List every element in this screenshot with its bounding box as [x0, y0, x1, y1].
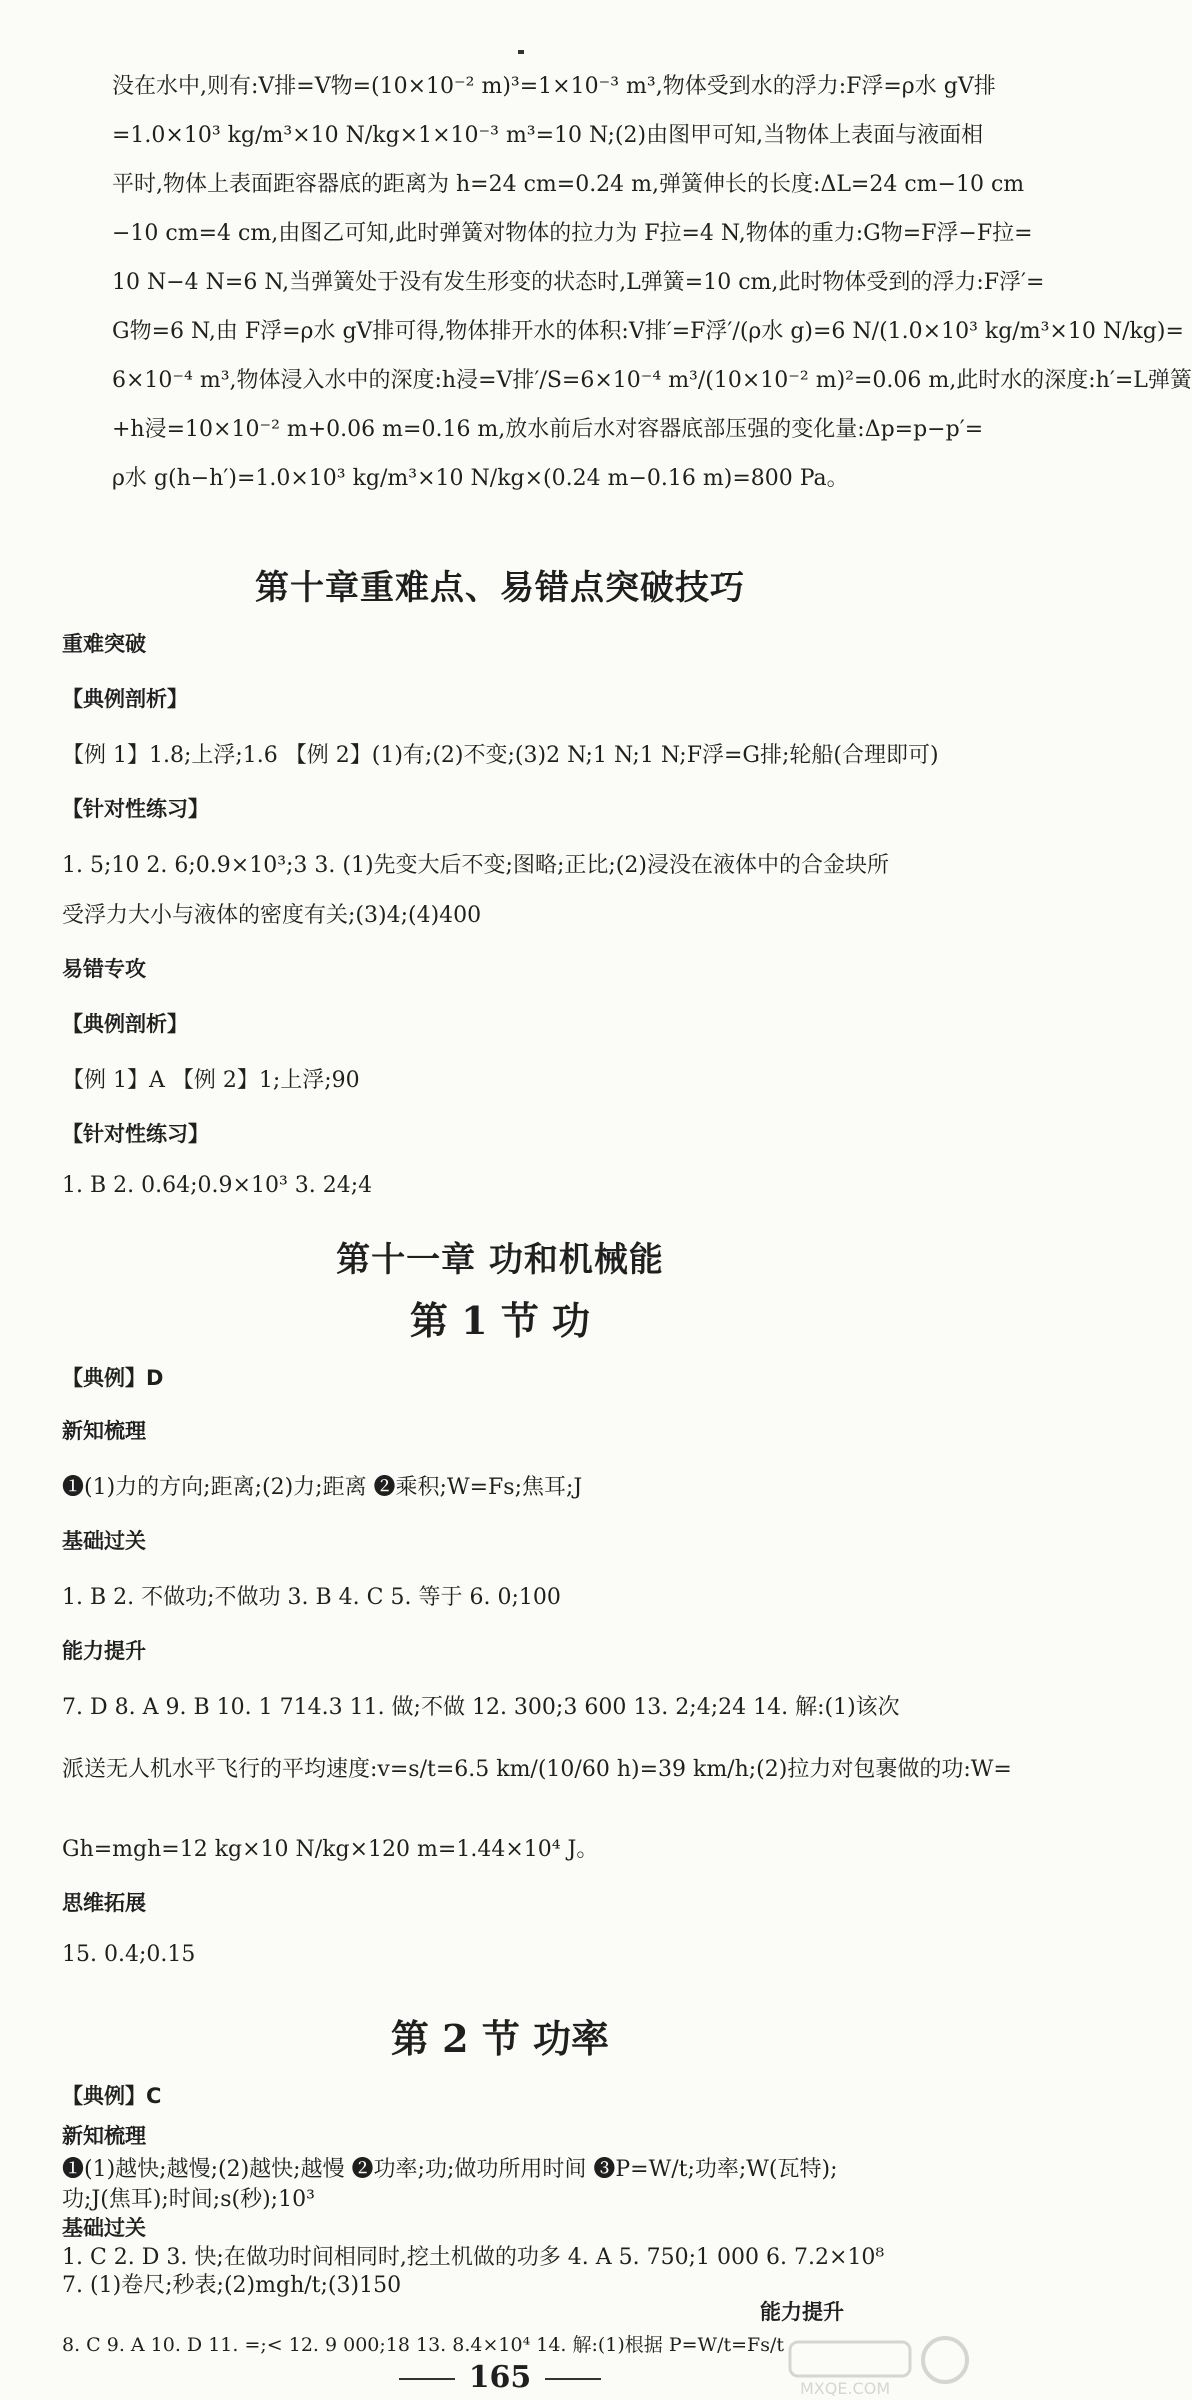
- example-answer: 【典例】D: [62, 1366, 164, 1390]
- text-line: 平时,物体上表面距容器底的距离为 h=24 cm=0.24 m,弹簧伸长的长度:ΔL=24 cm−10 cm: [112, 172, 1025, 197]
- example-answer: 【典例】C: [62, 2084, 162, 2108]
- answer-line: 功;J(焦耳);时间;s(秒);10³: [62, 2187, 315, 2212]
- answer-line: 1. B 2. 0.64;0.9×10³ 3. 24;4: [62, 1173, 373, 1198]
- text-line: 6×10⁻⁴ m³,物体浸入水中的深度:h浸=V排′/S=6×10⁻⁴ m³/(10×10⁻² m)²=0.06 m,此时水的深度:h′=L弹簧: [112, 368, 1192, 393]
- subsection-heading: 【针对性练习】: [62, 797, 209, 821]
- answer-line: 1. B 2. 不做功;不做功 3. B 4. C 5. 等于 6. 0;100: [62, 1585, 561, 1610]
- subsection-heading: 重难突破: [62, 632, 146, 656]
- answer-line: 7. (1)卷尺;秒表;(2)mgh/t;(3)150: [62, 2273, 402, 2298]
- watermark-logo: [780, 2330, 970, 2400]
- page-number-text: 165: [468, 2360, 532, 2395]
- answer-line: 8. C 9. A 10. D 11. =;< 12. 9 000;18 13. 8.4×10⁴ 14. 解:(1)根据 P=W/t=Fs/t: [62, 2334, 785, 2356]
- answer-line: 【例 1】A 【例 2】1;上浮;90: [62, 1068, 360, 1093]
- answer-line: 【例 1】1.8;上浮;1.6 【例 2】(1)有;(2)不变;(3)2 N;1 N;1 N;F浮=G排;轮船(合理即可): [62, 743, 939, 768]
- section1-title: 第 1 节 功: [409, 1298, 591, 1343]
- subsection-heading: 思维拓展: [62, 1891, 146, 1915]
- subsection-heading: 能力提升: [760, 2300, 844, 2324]
- answer-line: 15. 0.4;0.15: [62, 1942, 196, 1967]
- answer-line: ❶(1)越快;越慢;(2)越快;越慢 ❷功率;功;做功所用时间 ❸P=W/t;功率;W(瓦特);: [62, 2157, 838, 2182]
- subsection-heading: 新知梳理: [62, 2124, 146, 2148]
- subsection-heading: 易错专攻: [62, 957, 146, 981]
- chapter11-title: 第十一章 功和机械能: [336, 1240, 664, 1280]
- page-number-dash-right: [545, 2378, 601, 2380]
- top-mark: [518, 50, 524, 54]
- text-line: ρ水 g(h−h′)=1.0×10³ kg/m³×10 N/kg×(0.24 m−0.16 m)=800 Pa。: [112, 466, 849, 491]
- text-line: 10 N−4 N=6 N,当弹簧处于没有发生形变的状态时,L弹簧=10 cm,此时物体受到的浮力:F浮′=: [112, 270, 1045, 295]
- text-line: G物=6 N,由 F浮=ρ水 gV排可得,物体排开水的体积:V排′=F浮′/(ρ水 g)=6 N/(1.0×10³ kg/m³×10 N/kg)=: [112, 319, 1184, 344]
- text-line: 没在水中,则有:V排=V物=(10×10⁻² m)³=1×10⁻³ m³,物体受到水的浮力:F浮=ρ水 gV排: [112, 74, 996, 99]
- answer-line: 1. 5;10 2. 6;0.9×10³;3 3. (1)先变大后不变;图略;正比;(2)浸没在液体中的合金块所: [62, 853, 889, 878]
- answer-line: 受浮力大小与液体的密度有关;(3)4;(4)400: [62, 903, 482, 928]
- chapter10-title: 第十章重难点、易错点突破技巧: [255, 568, 745, 608]
- answer-line: ❶(1)力的方向;距离;(2)力;距离 ❷乘积;W=Fs;焦耳;J: [62, 1475, 583, 1500]
- answer-line: 7. D 8. A 9. B 10. 1 714.3 11. 做;不做 12. 300;3 600 13. 2;4;24 14. 解:(1)该次: [62, 1695, 900, 1720]
- subsection-heading: 【针对性练习】: [62, 1122, 209, 1146]
- subsection-heading: 【典例剖析】: [62, 687, 188, 711]
- page-number-dash-left: [399, 2378, 455, 2380]
- text-line: =1.0×10³ kg/m³×10 N/kg×1×10⁻³ m³=10 N;(2)由图甲可知,当物体上表面与液面相: [112, 123, 984, 148]
- text-line: −10 cm=4 cm,由图乙可知,此时弹簧对物体的拉力为 F拉=4 N,物体的重力:G物=F浮−F拉=: [112, 221, 1033, 246]
- subsection-heading: 【典例剖析】: [62, 1012, 188, 1036]
- subsection-heading: 能力提升: [62, 1639, 146, 1663]
- subsection-heading: 新知梳理: [62, 1419, 146, 1443]
- answer-line: 1. C 2. D 3. 快;在做功时间相同时,挖土机做的功多 4. A 5. 750;1 000 6. 7.2×10⁸: [62, 2245, 885, 2270]
- answer-line: 派送无人机水平飞行的平均速度:v=s/t=6.5 km/(10/60 h)=39 km/h;(2)拉力对包裹做的功:W=: [62, 1757, 1012, 1782]
- text-line: +h浸=10×10⁻² m+0.06 m=0.16 m,放水前后水对容器底部压强的变化量:Δp=p−p′=: [112, 417, 984, 442]
- subsection-heading: 基础过关: [62, 2216, 146, 2240]
- answer-line: Gh=mgh=12 kg×10 N/kg×120 m=1.44×10⁴ J。: [62, 1837, 599, 1862]
- subsection-heading: 基础过关: [62, 1529, 146, 1553]
- section2-title: 第 2 节 功率: [390, 2016, 610, 2061]
- watermark-text: MXQE.COM: [800, 2379, 891, 2398]
- intro-solution-text: [112, 62, 1192, 503]
